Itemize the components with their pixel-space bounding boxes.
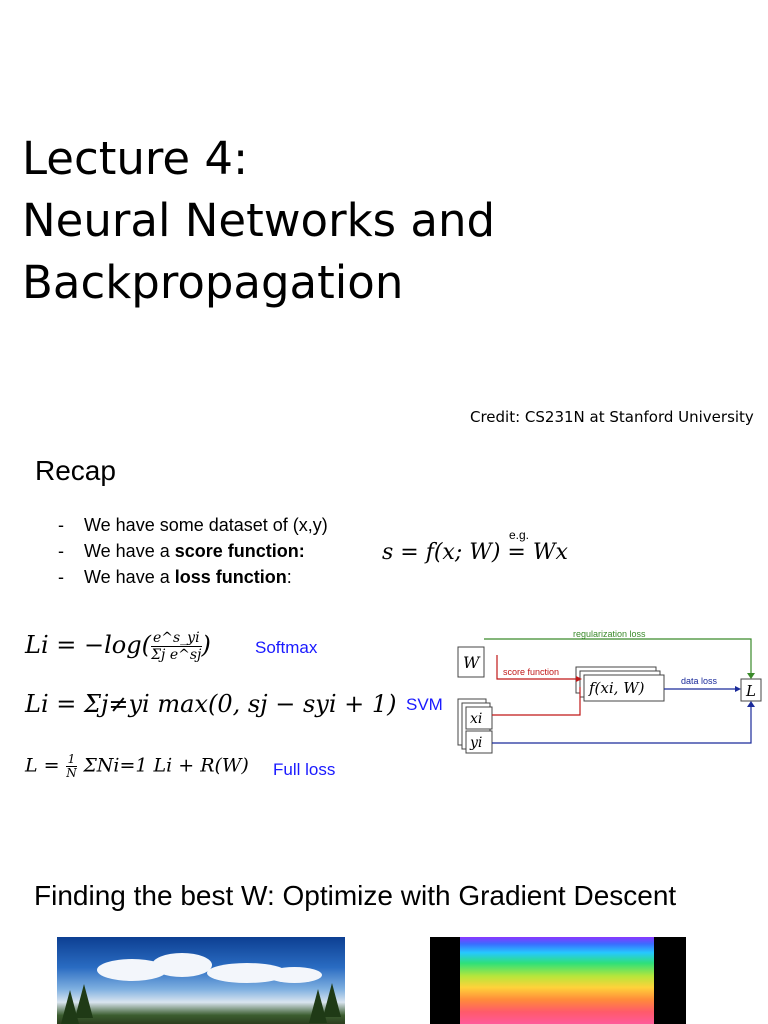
loss-landscape-image [430,937,686,1024]
score-fn-arrow-x [492,687,580,715]
bullet-dataset: - We have some dataset of (x,y) [58,515,328,535]
svm-label: SVM [406,695,443,714]
lecture-title [22,128,495,314]
gradient-descent-heading: Finding the best W: Optimize with Gradient Descent [34,880,677,911]
full-loss-label: Full loss [273,760,336,779]
softmax-fraction: $\frac{e\^{}s\_yi}{\text{Σj e\textasciicircum{}sj}}$ [151,630,202,663]
l-node: L [746,682,756,700]
score-fn-label: score function [503,667,560,677]
f-node: f(xi, W) [589,679,645,697]
title-line-2: Neural Networks and [22,194,496,247]
full-loss-equation: L = $\frac{1}{N}$ ΣNi=1 Li + R(W) [25,752,249,780]
reg-arrowhead [747,673,755,679]
bullet-score-function: - We have a score function: [58,541,305,561]
reg-loss-label: regularization loss [573,629,646,639]
full-loss-fraction: $\frac{1}{N}$ [66,752,77,780]
recap-heading: Recap [35,455,116,486]
svm-equation: Li = Σj≠yi max(0, sj − syi + 1) [25,690,397,718]
title-line-3: Backpropagation [22,256,404,309]
eg-label: e.g. [509,528,530,542]
data-arrowhead [735,686,741,692]
softmax-label: Softmax [255,638,318,657]
y-node: yi [470,735,483,751]
y-arrowhead [747,701,755,707]
softmax-equation: Li = −log( $\frac{e\^{}s\_yi}{\text{Σj e\textasciicircum{}sj}}$ ) [25,630,211,663]
computation-graph [455,625,765,760]
credit-text: Credit: CS231N at Stanford University [470,408,754,426]
bullet-loss-function: - We have a loss function: [58,567,292,587]
data-loss-label: data loss [681,676,718,686]
label-to-loss-arrow [492,703,751,743]
score-equation: s = f(x; W) = Wx [382,540,568,565]
x-node: xi [470,711,483,727]
w-node: W [463,653,480,672]
title-line-1: Lecture 4: [22,132,249,185]
mountain-landscape-image [57,937,345,1024]
